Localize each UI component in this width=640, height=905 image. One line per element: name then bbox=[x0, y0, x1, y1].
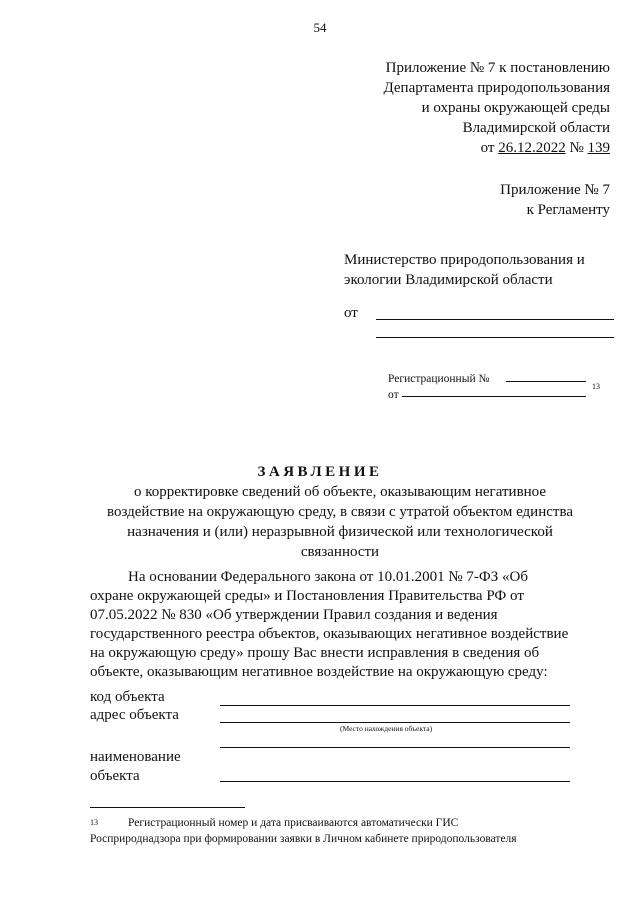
address-note: (Место нахождения объекта) bbox=[340, 724, 433, 733]
addressee-line: Министерство природопользования и bbox=[344, 252, 585, 268]
object-name-label-line: наименование bbox=[90, 749, 181, 765]
date-prefix: от bbox=[480, 140, 499, 156]
subtitle-line: связанности bbox=[300, 544, 380, 560]
registration-footnote-ref: 13 bbox=[592, 382, 600, 391]
from-label: от bbox=[344, 305, 358, 321]
subtitle-line: назначения и (или) неразрывной физической или технологической bbox=[127, 524, 553, 540]
footnote-text: Регистрационный номер и дата присваиваются автоматически ГИС bbox=[128, 817, 459, 829]
registration-block bbox=[388, 371, 489, 403]
body-paragraph bbox=[90, 568, 578, 682]
appendix-header-line: Приложение № 7 к постановлению bbox=[385, 60, 610, 76]
registration-date-field[interactable] bbox=[402, 396, 586, 397]
subtitle-line: о корректировке сведений об объекте, оказывающим негативное bbox=[133, 484, 547, 500]
registration-date-label: от bbox=[388, 389, 399, 401]
resolution-number: 139 bbox=[587, 140, 610, 156]
document-title: ЗАЯВЛЕНИЕ bbox=[257, 464, 383, 480]
footnote-line bbox=[90, 815, 578, 831]
appendix-header-line: и охраны окружающей среды bbox=[421, 100, 610, 116]
appendix-date-line bbox=[383, 138, 610, 158]
object-name-field[interactable] bbox=[220, 781, 570, 782]
number-prefix: № bbox=[565, 140, 588, 156]
body-line: охране окружающей среды» и Постановления Правительства РФ от bbox=[90, 588, 524, 604]
body-line: На основании Федерального закона от 10.01.2001 № 7-ФЗ «Об bbox=[128, 569, 528, 585]
appendix-regulation-line: к Регламенту bbox=[526, 202, 610, 218]
from-field-line-2[interactable] bbox=[376, 337, 614, 338]
appendix-header-line: Департамента природопользования bbox=[383, 80, 610, 96]
from-field-line-1[interactable] bbox=[376, 319, 614, 320]
addressee-line: экологии Владимирской области bbox=[344, 272, 553, 288]
footnote-divider bbox=[90, 807, 245, 808]
footnote bbox=[90, 815, 578, 847]
body-line: объекте, оказывающим негативное воздействие на окружающую среду: bbox=[90, 664, 548, 680]
object-address-label: адрес объекта bbox=[90, 707, 179, 723]
body-line: на окружающую среду» прошу Вас внести исправления в сведения об bbox=[90, 645, 540, 661]
registration-number-label: Регистрационный № bbox=[388, 373, 490, 385]
document-subtitle bbox=[90, 482, 590, 562]
object-name-label-line: объекта bbox=[90, 768, 140, 784]
object-code-label: код объекта bbox=[90, 689, 165, 705]
page-number: 54 bbox=[313, 20, 327, 35]
registration-number-row bbox=[388, 371, 489, 387]
appendix-regulation bbox=[500, 180, 610, 220]
appendix-regulation-line: Приложение № 7 bbox=[500, 182, 610, 198]
subtitle-line: воздействие на окружающую среду, в связи с утратой объектом единства bbox=[107, 504, 573, 520]
resolution-date: 26.12.2022 bbox=[498, 140, 566, 156]
object-address-field-2[interactable] bbox=[220, 747, 570, 748]
appendix-header-line: Владимирской области bbox=[462, 120, 610, 136]
footnote-line: Росприроднадзора при формировании заявки в Личном кабинете природопользователя bbox=[90, 833, 517, 845]
addressee bbox=[344, 250, 585, 290]
object-code-field[interactable] bbox=[220, 705, 570, 706]
object-name-label bbox=[90, 748, 181, 786]
registration-number-field[interactable] bbox=[506, 381, 586, 382]
registration-date-row bbox=[388, 387, 489, 403]
footnote-number: 13 bbox=[90, 818, 98, 827]
body-line: государственного реестра объектов, оказывающих негативное воздействие bbox=[90, 626, 569, 642]
object-address-field[interactable] bbox=[220, 722, 570, 723]
appendix-header bbox=[383, 58, 610, 158]
body-line: 07.05.2022 № 830 «Об утверждении Правил создания и ведения bbox=[90, 607, 498, 623]
